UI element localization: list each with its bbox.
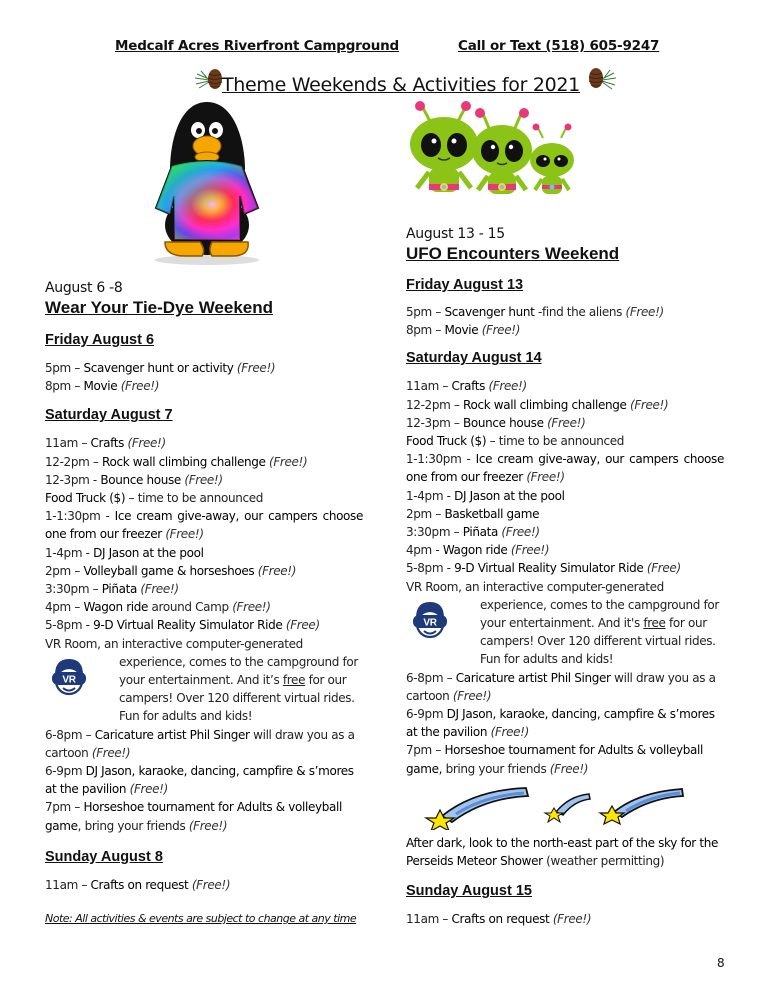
sunday-schedule: [406, 910, 724, 928]
schedule-item: Food Truck ($) – time to be announced: [45, 491, 264, 506]
schedule-item: 8pm – Movie (Free!): [406, 323, 521, 338]
schedule-item: 2pm – Basketball game: [406, 506, 540, 521]
schedule-item: 6-8pm – Caricature artist Phil Singer will draw you as a cartoon (Free!): [45, 727, 355, 760]
vr-line: experience, comes to the campground for: [480, 597, 719, 612]
green-aliens-illustration: [403, 98, 579, 196]
campground-name: Medcalf Acres Riverfront Campground: [115, 38, 400, 54]
vr-line: campers! Over 120 different virtual rides.: [480, 634, 716, 649]
vr-line: your entertainment. And it’s free for our: [119, 673, 347, 688]
schedule-item: 2pm – Volleyball game & horseshoes (Free!): [45, 563, 297, 578]
vr-description: [45, 635, 363, 726]
friday-schedule: [45, 359, 363, 395]
schedule-item: 12-3pm – Bounce house (Free!): [406, 415, 586, 430]
day-heading-friday: Friday August 13: [406, 277, 524, 293]
vr-description: [406, 578, 724, 669]
vr-line: Fun for adults and kids!: [480, 652, 614, 667]
tie-dye-penguin-illustration: [140, 100, 275, 268]
schedule-item: 4pm - Wagon ride (Free!): [406, 543, 550, 558]
page-number: 8: [717, 956, 725, 970]
pinecone-icon: [584, 66, 618, 92]
day-heading-saturday: Saturday August 7: [45, 407, 173, 424]
schedule-item: 5pm – Scavenger hunt -find the aliens (Free!): [406, 305, 664, 319]
schedule-item: 1-1:30pm - Ice cream give-away, our campers choose one from our freezer (Free!): [45, 509, 363, 542]
schedule-item: 4pm – Wagon ride around Camp (Free!): [45, 600, 271, 615]
schedule-item: 1-4pm - DJ Jason at the pool: [406, 488, 565, 503]
schedule-item: 11am – Crafts (Free!): [45, 436, 166, 451]
saturday-schedule: [406, 377, 724, 777]
schedule-item: 11am – Crafts (Free!): [406, 379, 527, 394]
schedule-item: Food Truck ($) – time to be announced: [406, 434, 625, 449]
pinecone-icon: [193, 66, 225, 92]
meteor-shower-note: After dark, look to the north-east part of the sky for the Perseids Meteor Shower (weather permitting): [406, 835, 719, 869]
day-heading-saturday: Saturday August 14: [406, 350, 542, 367]
schedule-item: 12-2pm – Rock wall climbing challenge (Free!): [406, 397, 669, 412]
day-heading-friday: Friday August 6: [45, 332, 155, 348]
schedule-item: 5-8pm - 9-D Virtual Reality Simulator Ride (Free): [45, 618, 320, 633]
schedule-item: 11am – Crafts on request (Free!): [406, 912, 592, 927]
sunday-schedule: [45, 876, 363, 894]
schedule-item: 7pm – Horseshoe tournament for Adults & volleyball game, bring your friends (Free!): [406, 743, 703, 776]
vr-headset-icon: [49, 657, 89, 697]
svg-text:VR: VR: [62, 674, 76, 686]
vr-line: VR Room, an interactive computer-generated: [406, 579, 664, 594]
weekend-dates: August 6 -8: [45, 280, 123, 296]
schedule-item: 3:30pm – Piñata (Free!): [45, 582, 179, 597]
schedule-item: 3:30pm – Piñata (Free!): [406, 525, 540, 540]
weekend-title: Wear Your Tie-Dye Weekend: [45, 298, 274, 317]
friday-schedule: [406, 303, 724, 339]
page-title: Theme Weekends & Activities for 2021: [222, 74, 580, 96]
schedule-item: 6-9pm DJ Jason, karaoke, dancing, campfire & s’mores at the pavilion (Free!): [406, 707, 715, 740]
schedule-item: 7pm – Horseshoe tournament for Adults & volleyball game, bring your friends (Free!): [45, 800, 342, 833]
weekend-ufo: [406, 225, 724, 928]
weekend-dates: August 13 - 15: [406, 226, 505, 242]
schedule-item: 6-8pm – Caricature artist Phil Singer will draw you as a cartoon (Free!): [406, 670, 716, 703]
vr-line: campers! Over 120 different virtual rides.: [119, 691, 355, 706]
schedule-item: 12-3pm - Bounce house (Free!): [45, 472, 223, 487]
weekend-title: UFO Encounters Weekend: [406, 244, 620, 263]
saturday-schedule: [45, 434, 363, 834]
shooting-stars-illustration: [414, 786, 684, 830]
disclaimer-note: Note: All activities & events are subject to change at any time: [45, 912, 357, 926]
schedule-item: 8pm – Movie (Free!): [45, 379, 160, 394]
vr-line: experience, comes to the campground for: [119, 654, 358, 669]
weekend-tie-dye: [45, 279, 363, 925]
day-heading-sunday: Sunday August 15: [406, 883, 532, 900]
schedule-item: 12-2pm – Rock wall climbing challenge (Free!): [45, 454, 308, 469]
schedule-item: 11am – Crafts on request (Free!): [45, 877, 231, 892]
schedule-item: 1-1:30pm - Ice cream give-away, our campers choose one from our freezer (Free!): [406, 452, 724, 485]
svg-text:VR: VR: [423, 617, 437, 629]
schedule-item: 1-4pm - DJ Jason at the pool: [45, 545, 204, 560]
vr-headset-icon: [410, 600, 450, 640]
schedule-item: 5-8pm - 9-D Virtual Reality Simulator Ride (Free): [406, 561, 681, 576]
day-heading-sunday: Sunday August 8: [45, 848, 163, 865]
schedule-item: 5pm – Scavenger hunt or activity (Free!): [45, 361, 276, 375]
contact-phone: Call or Text (518) 605-9247: [458, 38, 660, 54]
vr-line: your entertainment. And it's free for our: [480, 616, 707, 631]
vr-line: VR Room, an interactive computer-generated: [45, 636, 303, 651]
vr-line: Fun for adults and kids!: [119, 709, 253, 724]
schedule-item: 6-9pm DJ Jason, karaoke, dancing, campfire & s’mores at the pavilion (Free!): [45, 764, 354, 797]
